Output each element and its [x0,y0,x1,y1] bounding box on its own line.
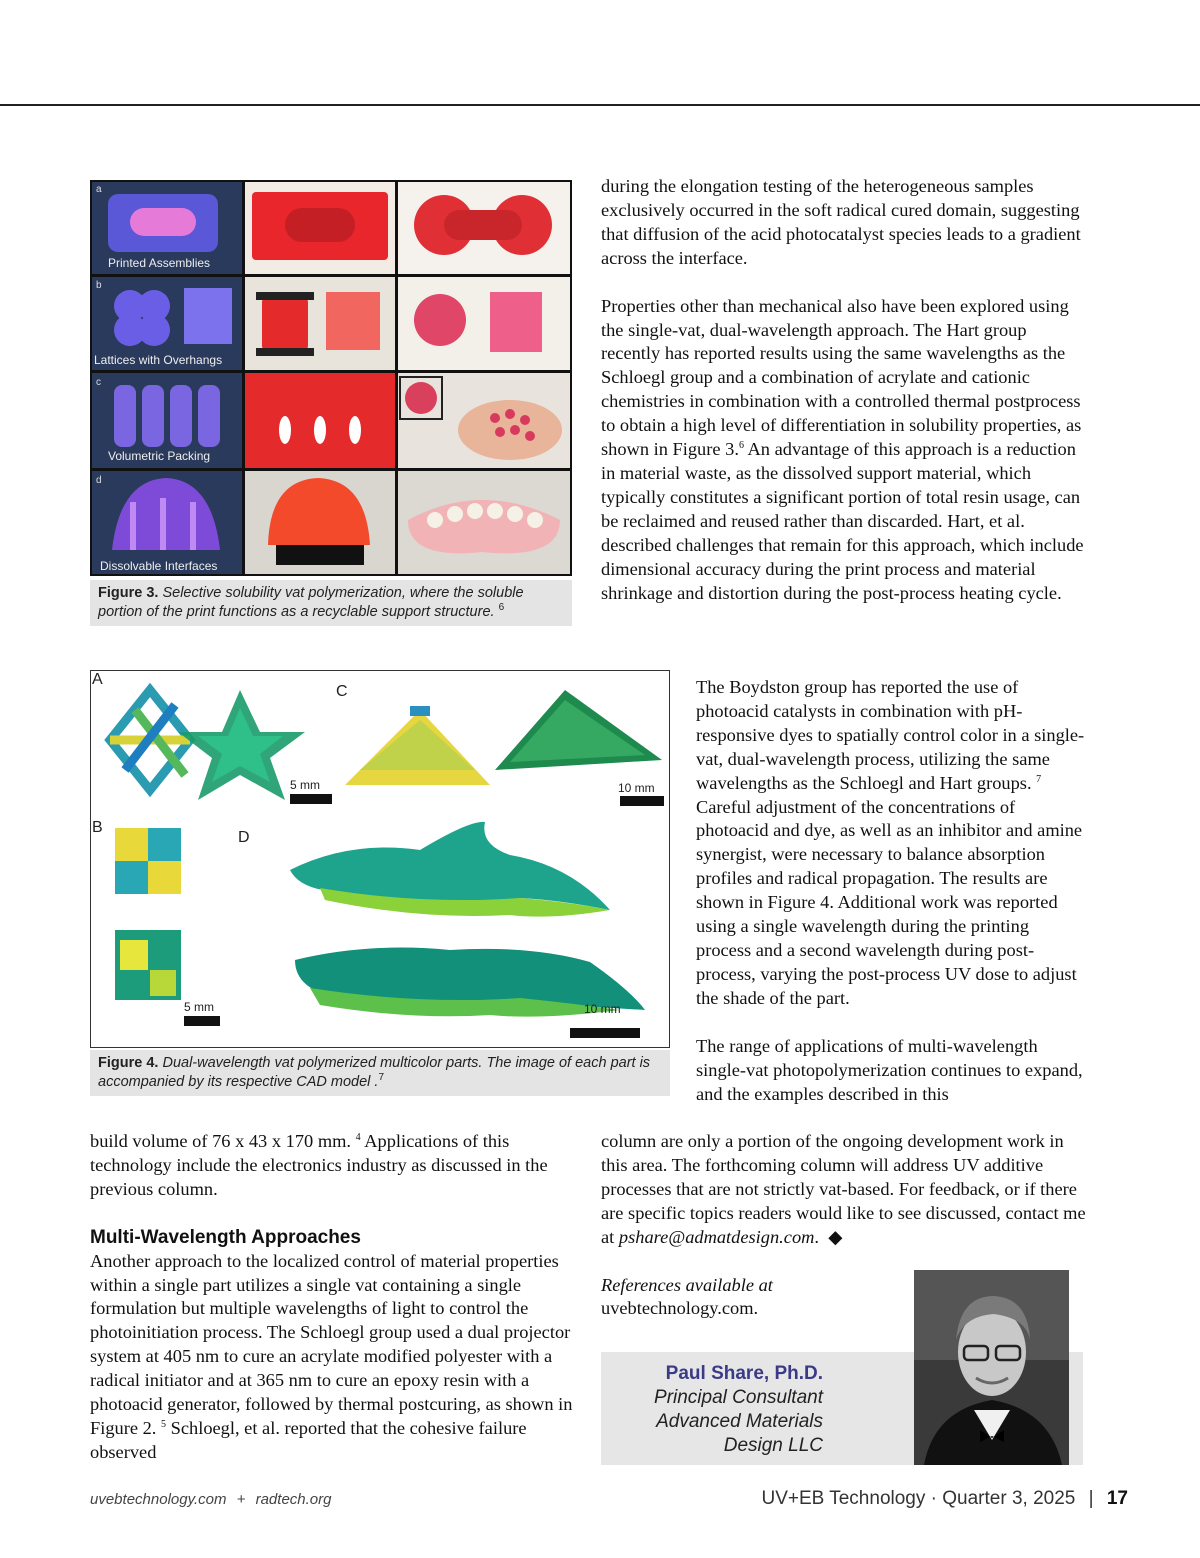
figure-4-scale-label: 5 mm [184,1000,214,1014]
reference-marker: 5 [161,1418,167,1430]
figure-3-panel-d: d [96,475,102,486]
figure-4-scale-label: 10 mm [584,1002,621,1016]
figure-4-panel-c: C [336,683,348,700]
author-company: Advanced Materials [656,1411,823,1432]
paragraph [90,1250,574,1465]
footer-site-link[interactable]: radtech.org [255,1491,332,1508]
references-label: References available at [601,1274,773,1295]
figure-4-scale-label: 10 mm [618,781,655,795]
author-name: Paul Share, Ph.D. [665,1363,823,1384]
figure-4-caption-text: Dual-wavelength vat polymerized multicolor parts. The image of each part is accompanied by its respective CAD model . [98,1055,651,1090]
issue-label: Quarter 3, 2025 [942,1488,1076,1509]
figure-3-row-label: Dissolvable Interfaces [100,559,218,573]
paragraph: column are only a portion of the ongoing development work in this area. The forthcoming column will address UV additive processes that are not strictly vat-based. For feedback, or if there are specific topics readers would like to see discussed, contact me at pshare@admatdesign.com. ◆ [601,1131,1086,1247]
footer-dot: · [930,1488,937,1509]
left-column-bottom [90,1130,574,1465]
figure-3-panel-c: c [96,377,101,388]
footer-publication [761,1488,1128,1510]
paragraph-text: column are only a portion of the ongoing development work in this area. The forthcoming column will address UV additive processes that are not strictly vat-based. For feedback, or if there are specific topics readers would like to see discussed, contact me at [601,1131,1086,1247]
footer-plus: + [236,1491,246,1508]
publication-name: UV+EB Technology [761,1488,926,1509]
figure-3-panel-b: b [96,280,102,291]
figure-4-panel-d: D [238,829,250,846]
paragraph [601,295,1085,606]
paragraph-text: Another approach to the localized control of material properties within a single part utilizes a single vat containing a single formulation but multiple wavelengths of light to control the photoinitiation process. The Schloegl group used a dual projector system at 405 nm to cure an acrylate modified polyester with a radical initiator and at 365 nm to cure an epoxy resin with a photoacid generator, followed by thermal postcuring, as shown in Figure 2. [90,1250,573,1438]
paragraph-text: build volume of 76 x 43 x 170 mm. [90,1131,352,1151]
paragraph-text: Applications of this technology include the electronics industry as discussed in the previous column. [90,1131,548,1199]
footer-websites [90,1491,331,1508]
figure-3-caption [90,580,572,626]
figure-3-caption-label: Figure 3. [98,585,159,601]
figure-4-panel-b: B [92,819,103,836]
figure-3-caption-text: Selective solubility vat polymerization, where the soluble portion of the print functions as a recyclable support structure. [98,585,524,620]
references-link[interactable]: uvebtechnology.com. [601,1298,759,1319]
author-company: Design LLC [723,1435,823,1456]
paragraph [90,1130,574,1202]
paragraph-text: Careful adjustment of the concentrations of photoacid and dye, as well as an inhibitor and amine synergist, were necessary to balance absorption profiles and radical propagation. The results are shown in Figure 4. Additional work was reported using a single wavelength during the printing process and a second wavelength during post-process, varying the post-process UV dose to adjust the shade of the part. [696,796,1083,1008]
right-column-middle [696,676,1088,1106]
figure-4-panel-a: A [92,671,103,688]
author-photo [914,1270,1069,1465]
end-mark: ◆ [828,1226,843,1247]
figure-3-caption-ref: 6 [498,602,505,614]
author-info [601,1362,823,1458]
figure-4-scale-label: 5 mm [290,778,320,792]
right-column-top [601,175,1085,605]
section-heading: Multi-Wavelength Approaches [90,1226,361,1248]
paragraph-text: Schloegl, et al. reported that the cohesive failure observed [90,1417,527,1462]
figure-4-image [90,670,670,1048]
paragraph: during the elongation testing of the heterogeneous samples exclusively occurred in the soft radical cured domain, suggesting that diffusion of the acid photocatalyst species leads to a gradient across the interface. [601,176,1081,268]
paragraph: The range of applications of multi-wavelength single-vat photopolymerization continues to expand, and the examples described in this [696,1035,1083,1104]
figure-3-row-label: Volumetric Packing [108,449,211,463]
figure-4-caption [90,1050,670,1096]
figure-3-image [90,180,572,576]
paragraph-text: Properties other than mechanical also have been explored using the single-vat, dual-wavelength approach. The Hart group recently has reported results using the same wavelengths as the Schloegl group and a combination of acrylate and cationic chemistries in combination with a controlled thermal postprocess to obtain a high level of differentiation in solubility properties, as shown in Figure 3. [601,295,1082,460]
reference-marker: 6 [738,439,744,451]
contact-email[interactable]: pshare@admatdesign.com [618,1226,815,1247]
reference-marker: 4 [355,1131,361,1143]
figure-4-caption-label: Figure 4. [98,1055,159,1071]
footer-site-link[interactable]: uvebtechnology.com [90,1491,227,1508]
footer-separator: | [1088,1488,1094,1509]
page-number: 17 [1106,1488,1128,1509]
figure-3-row-label: Lattices with Overhangs [94,353,223,367]
figure-3-panel-a: a [96,184,102,195]
header-rule [0,104,1200,106]
reference-marker: 7 [1036,773,1042,785]
figure-3-row-label: Printed Assemblies [108,256,211,270]
paragraph-text: An advantage of this approach is a reduction in material waste, as the dissolved support material, which typically constitutes a significant portion of total resin usage, can be reclaimed and reused rather than discarded. Hart, et al. described challenges that remain for this approach, which include dimensional accuracy during the print process and material shrinkage and distortion during the post-process heating cycle. [601,439,1084,603]
paragraph [696,676,1088,1011]
paragraph-text: The Boydston group has reported the use of photoacid catalysts in combination with pH-responsive dyes to spatially control color in a single-vat, dual-wavelength process, utilizing the same wavelengths as the Schloegl and Hart groups. [696,677,1085,793]
figure-4-caption-ref: 7 [378,1072,385,1084]
author-title: Principal Consultant [654,1387,823,1408]
